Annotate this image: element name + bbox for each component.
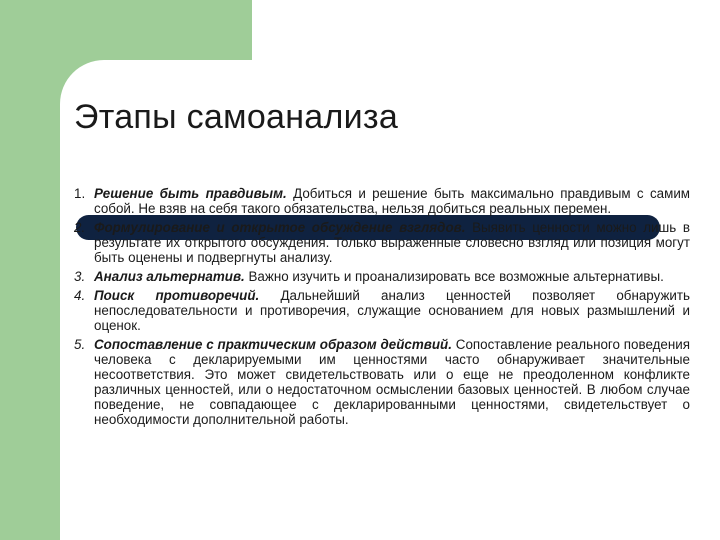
list-item <box>74 288 690 333</box>
item-heading: Формулирование и открытое обсуждение взглядов. <box>94 220 466 235</box>
list-item <box>74 269 690 284</box>
item-text: Выявить ценности можно лишь в результате их открытого обсуждения. Только выраженные словесно взгляд или позиция могут быть оценены и подвергнуты анализу. <box>94 220 690 265</box>
item-heading: Поиск противоречий. <box>94 288 260 303</box>
item-text: Сопоставление реального поведения человека с декларируемыми им ценностями часто обнаруживает значительные несоответствия. Это может свидетельствовать или о еще не преодоленном конфликте различных ценностей, или о недостаточном осмыслении базовых ценностей. В любом случае поведение, не совпадающее с декларированными ценностями, свидетельствует о необходимости дополнительной работы. <box>94 337 690 427</box>
list-item <box>74 186 690 216</box>
list-item <box>74 337 690 427</box>
item-heading: Сопоставление с практическим образом действий. <box>94 337 452 352</box>
item-number: 1. <box>74 186 86 201</box>
item-number: 5. <box>74 337 86 352</box>
item-number: 4. <box>74 288 86 303</box>
item-body <box>94 337 690 427</box>
item-body <box>94 269 690 284</box>
item-body <box>94 220 690 265</box>
slide-title: Этапы самоанализа <box>74 98 399 136</box>
item-text: Дальнейший анализ ценностей позволяет обнаружить непоследовательности и противоречия, служащие основанием для новых размышлений и оценок. <box>94 288 690 333</box>
content-list <box>74 186 690 431</box>
item-text: Важно изучить и проанализировать все возможные альтернативы. <box>244 269 664 284</box>
item-number: 3. <box>74 269 86 284</box>
item-text: Добиться и решение быть максимально правдивым с самим собой. Не взяв на себя такого обязательства, нельзя добиться реальных перемен. <box>94 186 690 216</box>
item-body <box>94 288 690 333</box>
item-number: 2. <box>74 220 86 235</box>
item-body <box>94 186 690 216</box>
item-heading: Анализ альтернатив. <box>94 269 245 284</box>
item-heading: Решение быть правдивым. <box>94 186 287 201</box>
list-item <box>74 220 690 265</box>
